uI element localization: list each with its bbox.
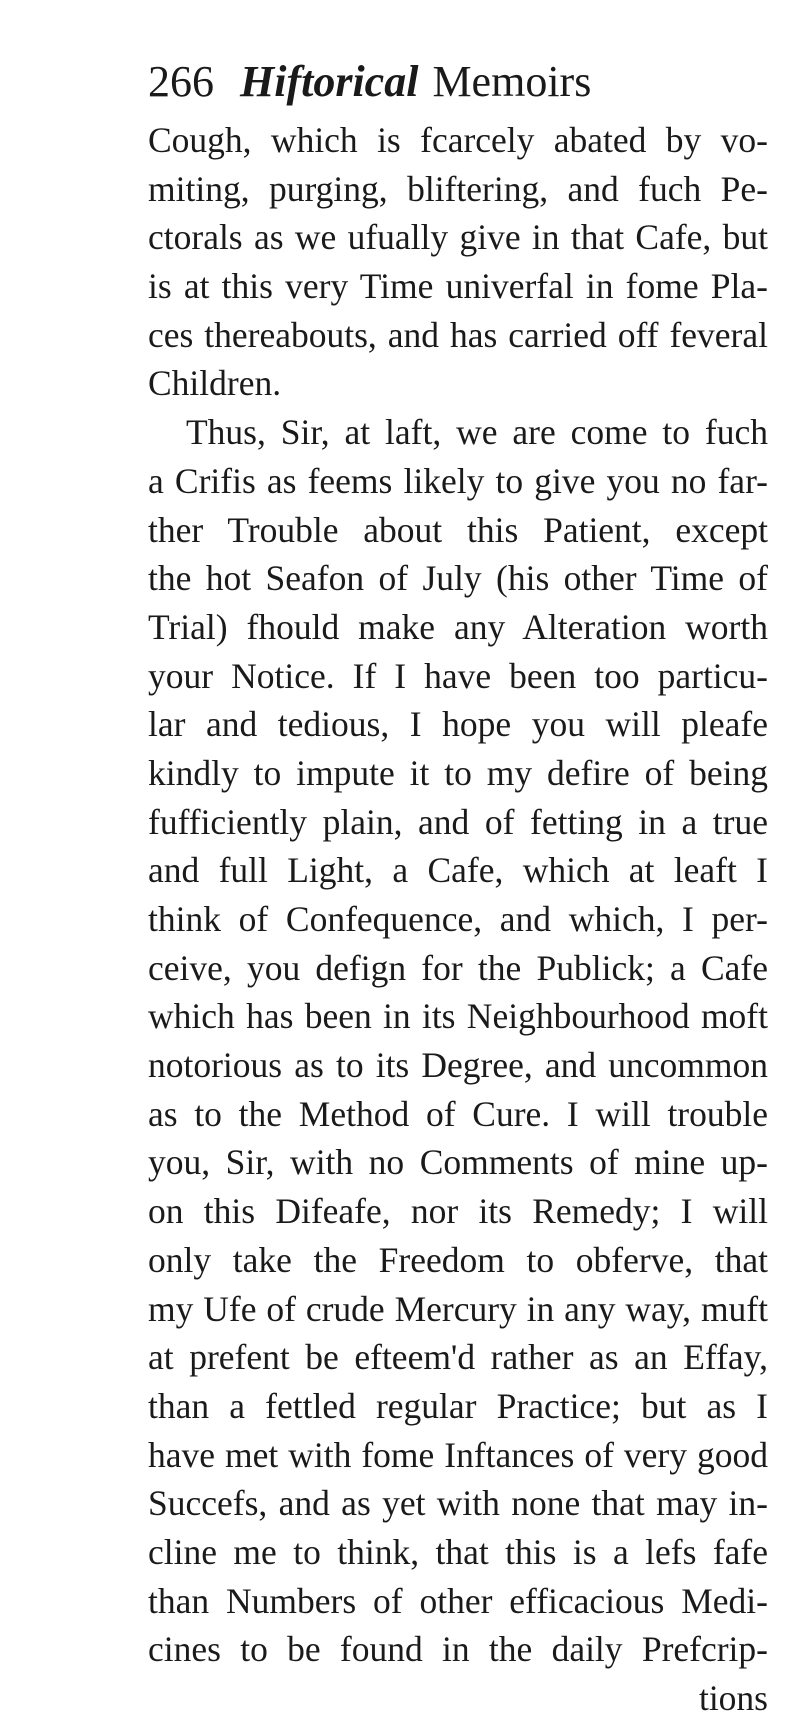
text-line: notorious as to its Degree, and uncommon bbox=[148, 1045, 768, 1086]
text-line: Trial) fhould make any Alteration worth bbox=[148, 606, 768, 647]
text-line: have met with fome Inftances of very good bbox=[148, 1434, 768, 1475]
text-line: miting, purging, bliftering, and fuch Pe- bbox=[148, 168, 768, 209]
text-line: cines to be found in the daily Prefcrip- bbox=[148, 1629, 768, 1670]
text-line: than a fettled regular Practice; but as I bbox=[148, 1385, 768, 1426]
catchword: tions bbox=[698, 1678, 768, 1718]
text-line: on this Difeafe, nor its Remedy; I will bbox=[148, 1191, 768, 1232]
text-line: Thus, Sir, at laft, we are come to fuch bbox=[186, 412, 768, 453]
text-line: which has been in its Neighbourhood moft bbox=[148, 996, 768, 1037]
text-line: Succefs, and as yet with none that may in- bbox=[148, 1483, 768, 1524]
text-line: fufficiently plain, and of fetting in a true bbox=[148, 801, 768, 842]
text-line: is at this very Time univerfal in fome Pla- bbox=[148, 266, 768, 307]
text-line: Children. bbox=[148, 363, 282, 404]
text-line: ceive, you defign for the Publick; a Cafe bbox=[148, 947, 768, 988]
text-line: kindly to impute it to my defire of being bbox=[148, 752, 768, 793]
text-line: lar and tedious, I hope you will pleafe bbox=[148, 704, 768, 745]
text-line: you, Sir, with no Comments of mine up- bbox=[148, 1142, 768, 1183]
text-line: a Crifis as feems likely to give you no far- bbox=[148, 460, 768, 501]
running-title-rest: Memoirs bbox=[432, 57, 592, 106]
text-line: as to the Method of Cure. I will trouble bbox=[148, 1093, 768, 1134]
text-line: ther Trouble about this Patient, except bbox=[148, 509, 768, 550]
text-line: ces thereabouts, and has carried off feveral bbox=[148, 314, 768, 355]
text-line: ctorals as we ufually give in that Cafe, but bbox=[148, 217, 768, 258]
text-line: cline me to think, that this is a lefs fafe bbox=[148, 1531, 768, 1572]
running-title-italic: Hiftorical bbox=[240, 57, 419, 106]
page-number: 266 bbox=[148, 57, 214, 106]
text-line: think of Confequence, and which, I per- bbox=[148, 899, 768, 939]
text-line: only take the Freedom to obferve, that bbox=[148, 1239, 768, 1280]
text-line: the hot Seafon of July (his other Time of bbox=[148, 558, 768, 599]
text-line: and full Light, a Cafe, which at leaft I bbox=[148, 850, 768, 891]
text-line: my Ufe of crude Mercury in any way, muft bbox=[148, 1288, 768, 1329]
body-text bbox=[148, 116, 768, 1723]
text-line: at prefent be efteem'd rather as an Effay, bbox=[148, 1337, 768, 1378]
text-line: your Notice. If I have been too particu- bbox=[148, 655, 768, 696]
running-head bbox=[148, 52, 708, 112]
text-line: Cough, which is fcarcely abated by vo- bbox=[148, 120, 768, 160]
text-line: than Numbers of other efficacious Medi- bbox=[148, 1580, 768, 1621]
